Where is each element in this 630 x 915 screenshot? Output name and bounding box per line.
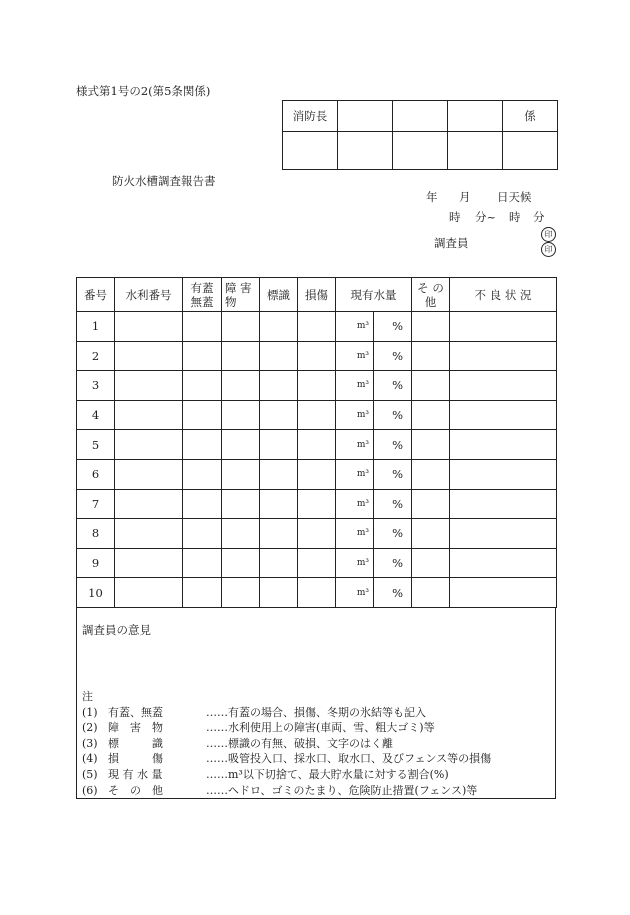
- defect-cell[interactable]: [450, 400, 557, 430]
- volume-cell[interactable]: [336, 430, 374, 460]
- water-number-cell[interactable]: [115, 489, 183, 519]
- obstacle-cell[interactable]: [222, 312, 260, 342]
- sign-cell[interactable]: [260, 519, 298, 549]
- percent-cell[interactable]: [374, 519, 412, 549]
- water-number-cell[interactable]: [115, 341, 183, 371]
- percent-cell[interactable]: [374, 548, 412, 578]
- obstacle-cell[interactable]: [222, 578, 260, 608]
- seal-mark-2: 印: [541, 242, 556, 257]
- obstacle-cell[interactable]: [222, 430, 260, 460]
- percent-cell[interactable]: [374, 371, 412, 401]
- sign-cell[interactable]: [260, 430, 298, 460]
- note-number: (3): [82, 736, 98, 750]
- defect-cell[interactable]: [450, 371, 557, 401]
- percent-unit: %: [392, 556, 403, 571]
- volume-cell[interactable]: [336, 400, 374, 430]
- sign-cell[interactable]: [260, 548, 298, 578]
- volume-cell[interactable]: [336, 371, 374, 401]
- note-description: ……m³以下切捨て、最大貯水量に対する割合(%): [206, 767, 449, 781]
- sign-cell[interactable]: [260, 312, 298, 342]
- row-number: 10: [77, 578, 115, 608]
- obstacle-cell[interactable]: [222, 371, 260, 401]
- row-number: 7: [77, 489, 115, 519]
- defect-cell[interactable]: [450, 312, 557, 342]
- other-cell[interactable]: [412, 548, 450, 578]
- table-row: [77, 371, 557, 401]
- cover-cell[interactable]: [183, 578, 222, 608]
- notes-title: 注: [82, 690, 93, 703]
- other-cell[interactable]: [412, 519, 450, 549]
- row-number: 1: [77, 312, 115, 342]
- volume-cell[interactable]: [336, 341, 374, 371]
- water-number-cell[interactable]: [115, 430, 183, 460]
- cover-cell[interactable]: [183, 548, 222, 578]
- percent-unit: %: [392, 437, 403, 452]
- damage-cell[interactable]: [298, 489, 336, 519]
- percent-cell[interactable]: [374, 489, 412, 519]
- note-item: [82, 783, 491, 799]
- water-number-cell[interactable]: [115, 312, 183, 342]
- percent-unit: %: [392, 408, 403, 423]
- note-number: (5): [82, 767, 98, 781]
- sign-cell[interactable]: [260, 371, 298, 401]
- volume-cell[interactable]: [336, 548, 374, 578]
- note-number: (2): [82, 721, 98, 735]
- cubic-meter-unit: m³: [356, 587, 369, 598]
- table-row: [77, 459, 557, 489]
- table-row: [77, 430, 557, 460]
- defect-cell[interactable]: [450, 548, 557, 578]
- chief-label: 消防長: [283, 101, 338, 132]
- date-month-label: 月: [459, 190, 471, 204]
- water-number-cell[interactable]: [115, 400, 183, 430]
- other-cell[interactable]: [412, 578, 450, 608]
- stamp-cell[interactable]: [338, 101, 393, 132]
- stamp-cell[interactable]: [448, 101, 503, 132]
- damage-cell[interactable]: [298, 519, 336, 549]
- note-item: [82, 767, 491, 783]
- form-label: 様式第1号の2(第5条関係): [76, 84, 211, 98]
- table-row: [77, 548, 557, 578]
- row-number: 2: [77, 341, 115, 371]
- date-day-weather-label: 日天候: [497, 190, 532, 204]
- opinion-label: 調査員の意見: [82, 623, 151, 637]
- stamp-cell[interactable]: [503, 132, 558, 170]
- table-row: [77, 519, 557, 549]
- table-row: [77, 578, 557, 608]
- percent-unit: %: [392, 585, 403, 600]
- note-term: 標 識: [108, 736, 163, 750]
- note-number: (1): [82, 705, 98, 719]
- row-number: 5: [77, 430, 115, 460]
- cover-cell[interactable]: [183, 489, 222, 519]
- other-cell[interactable]: [412, 371, 450, 401]
- obstacle-cell[interactable]: [222, 341, 260, 371]
- cubic-meter-unit: m³: [356, 558, 369, 569]
- other-cell[interactable]: [412, 312, 450, 342]
- header-number: 番号: [77, 278, 115, 312]
- water-number-cell[interactable]: [115, 371, 183, 401]
- stamp-cell[interactable]: [283, 132, 338, 170]
- percent-unit: %: [392, 348, 403, 363]
- defect-cell[interactable]: [450, 489, 557, 519]
- water-number-cell[interactable]: [115, 459, 183, 489]
- header-obstacle: 障 害 物: [222, 278, 260, 312]
- time-minute-label: 分~: [475, 210, 497, 224]
- note-number: (6): [82, 783, 98, 797]
- percent-unit: %: [392, 467, 403, 482]
- cubic-meter-unit: m³: [356, 469, 369, 480]
- damage-cell[interactable]: [298, 341, 336, 371]
- damage-cell[interactable]: [298, 371, 336, 401]
- cubic-meter-unit: m³: [356, 528, 369, 539]
- stamp-cell[interactable]: [393, 101, 448, 132]
- damage-cell[interactable]: [298, 430, 336, 460]
- time-hour-label: 時: [449, 210, 461, 224]
- volume-cell[interactable]: [336, 312, 374, 342]
- note-item: [82, 751, 491, 767]
- damage-cell[interactable]: [298, 578, 336, 608]
- row-number: 4: [77, 400, 115, 430]
- volume-cell[interactable]: [336, 489, 374, 519]
- percent-cell[interactable]: [374, 341, 412, 371]
- damage-cell[interactable]: [298, 400, 336, 430]
- page-title: 防火水槽調査報告書: [112, 174, 216, 188]
- stamp-cell[interactable]: [338, 132, 393, 170]
- cubic-meter-unit: m³: [356, 380, 369, 391]
- staff-label: 係: [503, 101, 558, 132]
- time-minute2-label: 分: [533, 210, 545, 224]
- damage-cell[interactable]: [298, 548, 336, 578]
- opinion-field[interactable]: [160, 640, 550, 680]
- note-term: そ の 他: [108, 783, 163, 797]
- defect-cell[interactable]: [450, 341, 557, 371]
- row-number: 9: [77, 548, 115, 578]
- note-item: [82, 720, 491, 736]
- other-cell[interactable]: [412, 459, 450, 489]
- volume-cell[interactable]: [336, 578, 374, 608]
- row-number: 8: [77, 519, 115, 549]
- seal-mark-1: 印: [541, 227, 556, 242]
- note-item: [82, 705, 491, 721]
- percent-unit: %: [392, 496, 403, 511]
- other-cell[interactable]: [412, 489, 450, 519]
- cover-cell[interactable]: [183, 430, 222, 460]
- note-description: ……吸管投入口、採水口、取水口、及びフェンス等の損傷: [206, 752, 492, 766]
- note-description: ……有蓋の場合、損傷、冬期の氷結等も記入: [206, 705, 426, 719]
- note-term: 有蓋、無蓋: [108, 705, 163, 719]
- table-row: [77, 489, 557, 519]
- cubic-meter-unit: m³: [356, 410, 369, 421]
- damage-cell[interactable]: [298, 459, 336, 489]
- obstacle-cell[interactable]: [222, 548, 260, 578]
- header-damage: 損傷: [298, 278, 336, 312]
- approval-stamp-box: [282, 100, 558, 170]
- cubic-meter-unit: m³: [356, 321, 369, 332]
- note-term: 障 害 物: [108, 721, 163, 735]
- header-sign: 標識: [260, 278, 298, 312]
- volume-cell[interactable]: [336, 459, 374, 489]
- sign-cell[interactable]: [260, 489, 298, 519]
- damage-cell[interactable]: [298, 312, 336, 342]
- percent-cell[interactable]: [374, 578, 412, 608]
- note-description: ……水利使用上の障害(車両、雪、粗大ゴミ)等: [206, 721, 435, 735]
- row-number: 3: [77, 371, 115, 401]
- time-hour2-label: 時: [509, 210, 521, 224]
- cover-cell[interactable]: [183, 371, 222, 401]
- table-row: [77, 312, 557, 342]
- defect-cell[interactable]: [450, 459, 557, 489]
- inspector-label: 調査員: [434, 236, 469, 250]
- header-other: そ の 他: [412, 278, 450, 312]
- percent-cell[interactable]: [374, 312, 412, 342]
- other-cell[interactable]: [412, 400, 450, 430]
- note-item: [82, 736, 491, 752]
- cubic-meter-unit: m³: [356, 439, 369, 450]
- other-cell[interactable]: [412, 341, 450, 371]
- sign-cell[interactable]: [260, 459, 298, 489]
- percent-unit: %: [392, 378, 403, 393]
- cover-cell[interactable]: [183, 459, 222, 489]
- water-number-cell[interactable]: [115, 519, 183, 549]
- note-term: 現 有 水 量: [108, 767, 163, 781]
- sign-cell[interactable]: [260, 341, 298, 371]
- cubic-meter-unit: m³: [356, 498, 369, 509]
- water-number-cell[interactable]: [115, 548, 183, 578]
- water-number-cell[interactable]: [115, 578, 183, 608]
- stamp-cell[interactable]: [448, 132, 503, 170]
- header-water-amount: 現有水量: [336, 278, 412, 312]
- cover-cell[interactable]: [183, 519, 222, 549]
- percent-cell[interactable]: [374, 459, 412, 489]
- note-description: ……ヘドロ、ゴミのたまり、危険防止措置(フェンス)等: [206, 783, 478, 797]
- other-cell[interactable]: [412, 430, 450, 460]
- header-cover: 有蓋 無蓋: [183, 278, 222, 312]
- obstacle-cell[interactable]: [222, 400, 260, 430]
- sign-cell[interactable]: [260, 578, 298, 608]
- note-number: (4): [82, 752, 98, 766]
- cover-cell[interactable]: [183, 400, 222, 430]
- stamp-cell[interactable]: [393, 132, 448, 170]
- header-water-number: 水利番号: [115, 278, 183, 312]
- notes-section: [82, 689, 491, 798]
- obstacle-cell[interactable]: [222, 519, 260, 549]
- note-description: ……標識の有無、破損、文字のはく離: [206, 736, 393, 750]
- defect-cell[interactable]: [450, 430, 557, 460]
- cubic-meter-unit: m³: [356, 350, 369, 361]
- cover-cell[interactable]: [183, 312, 222, 342]
- inspection-table: [76, 277, 557, 608]
- header-defect: 不 良 状 況: [450, 278, 557, 312]
- cover-cell[interactable]: [183, 341, 222, 371]
- row-number: 6: [77, 459, 115, 489]
- table-row: [77, 341, 557, 371]
- sign-cell[interactable]: [260, 400, 298, 430]
- defect-cell[interactable]: [450, 578, 557, 608]
- percent-cell[interactable]: [374, 400, 412, 430]
- percent-unit: %: [392, 526, 403, 541]
- obstacle-cell[interactable]: [222, 459, 260, 489]
- percent-cell[interactable]: [374, 430, 412, 460]
- percent-unit: %: [392, 319, 403, 334]
- defect-cell[interactable]: [450, 519, 557, 549]
- volume-cell[interactable]: [336, 519, 374, 549]
- obstacle-cell[interactable]: [222, 489, 260, 519]
- date-year-label: 年: [426, 190, 438, 204]
- note-term: 損 傷: [108, 752, 163, 766]
- table-row: [77, 400, 557, 430]
